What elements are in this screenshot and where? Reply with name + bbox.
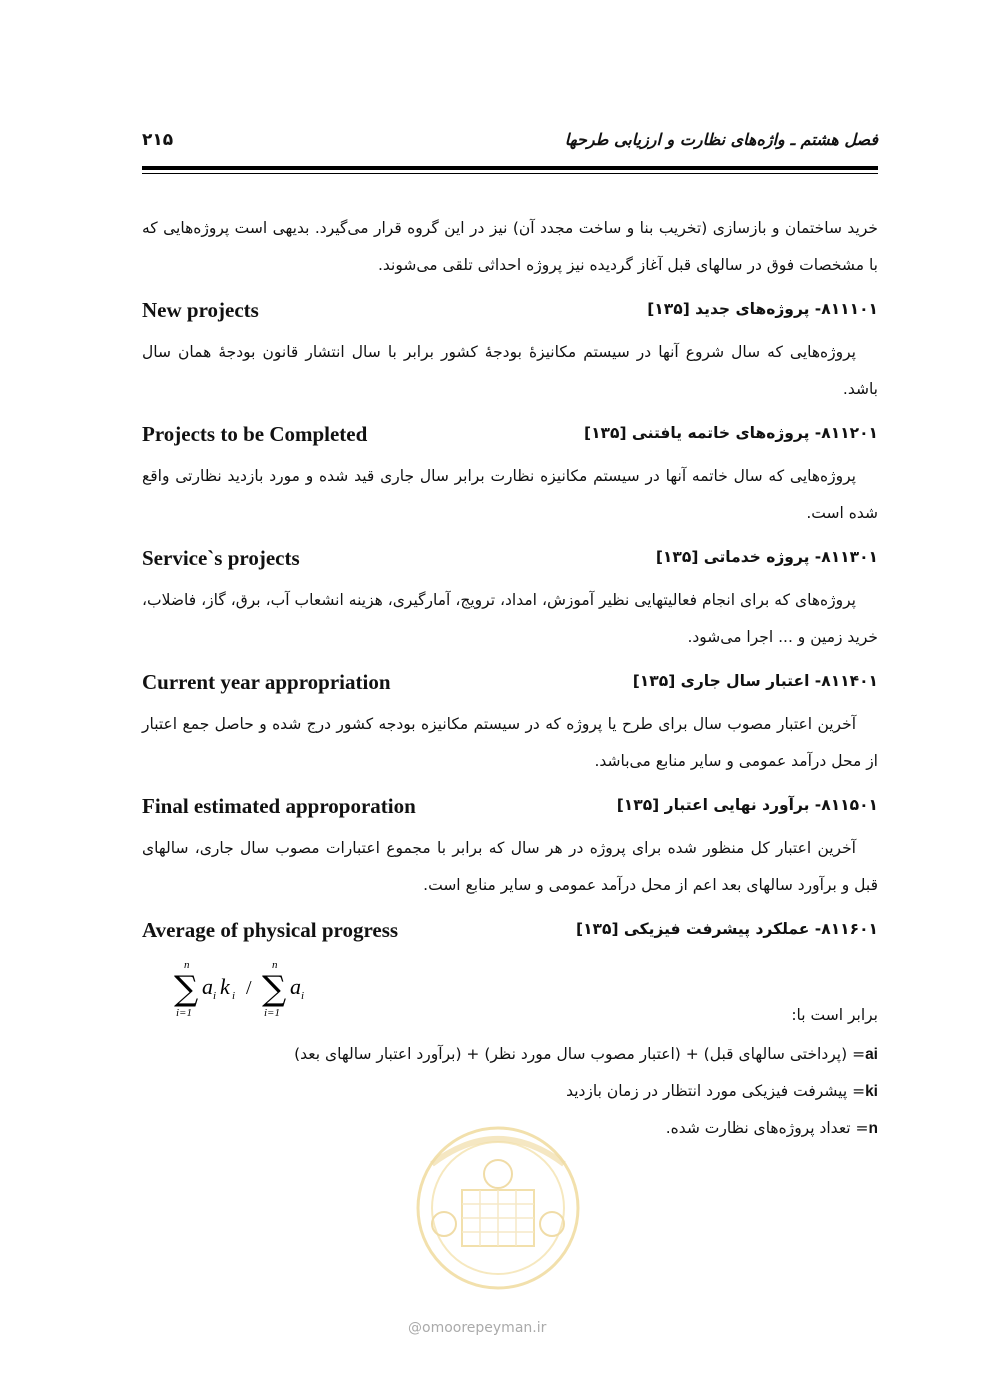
term-definition: پروژه‌های که برای انجام فعالیتهایی نظیر آموزش، امداد، ترویج، آمارگیری، هزینه انشعاب آب، برق، گاز، فاضلاب، خرید زمین و ... اجرا می‌شود. [142,591,878,646]
numerator-k-subscript: i [232,990,236,1002]
legend-symbol: ki [865,1083,878,1100]
term-english: Projects to be Completed [142,422,368,446]
page-body [142,210,878,1147]
term-persian: ۸۱۱۳۰۱- پروژه خدماتی [۱۳۵] [655,548,878,566]
formula-block [142,958,878,1036]
term-heading [142,794,878,830]
term-definition: پروژه‌هایی که سال شروع آنها در سیستم مکانیزهٔ بودجهٔ کشور برابر با سال انتشار قانون بودجهٔ همان سال باشد. [142,343,878,398]
term-persian: ۸۱۱۴۰۱- اعتبار سال جاری [۱۳۵] [632,672,878,690]
numerator-a: a [202,974,213,999]
intro-paragraph: خرید ساختمان و بازسازی (تخریب بنا و ساخت مجدد آن) نیز در این گروه قرار می‌گیرد. بدیهی است پروژه‌هایی که با مشخصات فوق در سالهای قبل آغاز گردیده نیز پروژه احداثی تلقی می‌شوند. [142,219,878,274]
header-rule-thick [142,166,878,170]
sum-upper-limit: n [184,959,190,971]
legend-intro: برابر است با: [791,1006,878,1024]
sum-lower-limit: i=1 [264,1007,280,1019]
page-number: ۲۱۵ [142,130,174,150]
sum-upper-limit: n [272,959,278,971]
legend-symbol: n [868,1120,878,1137]
legend-text: = تعداد پروژه‌های نظارت شده. [665,1119,869,1137]
sum-sign: ∑ [262,969,287,1009]
legend-item [142,1073,878,1110]
chapter-title: فصل هشتم ـ واژه‌های نظارت و ارزیابی طرحها [564,130,878,149]
formula-separator: / [246,977,252,999]
sum-lower-limit: i=1 [176,1007,192,1019]
term-persian: ۸۱۱۲۰۱- پروژه‌های خاتمه یافتنی [۱۳۵] [583,424,878,442]
term-english: Service`s projects [142,546,300,570]
denominator-a: a [290,974,301,999]
term-persian: ۸۱۱۵۰۱- برآورد نهایی اعتبار [۱۳۵] [616,796,878,814]
term-heading [142,670,878,706]
average-progress-formula [160,958,330,1028]
term-heading [142,422,878,458]
term-heading [142,298,878,334]
sum-sign: ∑ [174,969,199,1009]
formula-svg [160,958,330,1028]
term-english: Final estimated approporation [142,794,416,818]
term-persian: ۸۱۱۶۰۱- عملکرد پیشرفت فیزیکی [۱۳۵] [575,920,878,938]
legend-text: = (پرداختی سالهای قبل) + (اعتبار مصوب سال مورد نظر) + (برآورد اعتبار سالهای بعد) [294,1045,866,1063]
legend-item [142,1036,878,1073]
term-definition: آخرین اعتبار کل منظور شده برای پروژه در هر سال که برابر با مجموع اعتبارات مصوب سال جاری، سالهای قبل و برآورد سالهای بعد اعم از محل درآمد عمومی و سایر منابع است. [142,839,878,894]
numerator-k: k [220,974,230,999]
term-english: New projects [142,298,259,322]
legend-symbol: ai [865,1046,878,1063]
term-persian: ۸۱۱۱۰۱- پروژه‌های جدید [۱۳۵] [647,300,878,318]
header-rule-thin [142,173,878,174]
term-definition: پروژه‌هایی که سال خاتمه آنها در سیستم مکانیزه نظارت برابر سال جاری قید شده و مورد بازدید نظارتی واقع شده است. [142,467,878,522]
watermark-site: @omoorepeyman.ir [408,1320,547,1336]
term-english: Current year appropriation [142,670,391,694]
term-heading [142,546,878,582]
watermark-seal-icon [392,1124,604,1300]
numerator-a-subscript: i [213,990,217,1002]
term-heading [142,918,878,954]
denominator-a-subscript: i [301,990,305,1002]
term-definition: آخرین اعتبار مصوب سال برای طرح یا پروژه که در سیستم مکانیزه بودجه کشور درج شده و حاصل جمع اعتبار از محل درآمد عمومی و سایر منابع می‌باشد. [142,715,878,770]
legend-text: = پیشرفت فیزیکی مورد انتظار در زمان بازدید [566,1082,866,1100]
page-header [142,126,878,156]
term-english: Average of physical progress [142,918,399,942]
